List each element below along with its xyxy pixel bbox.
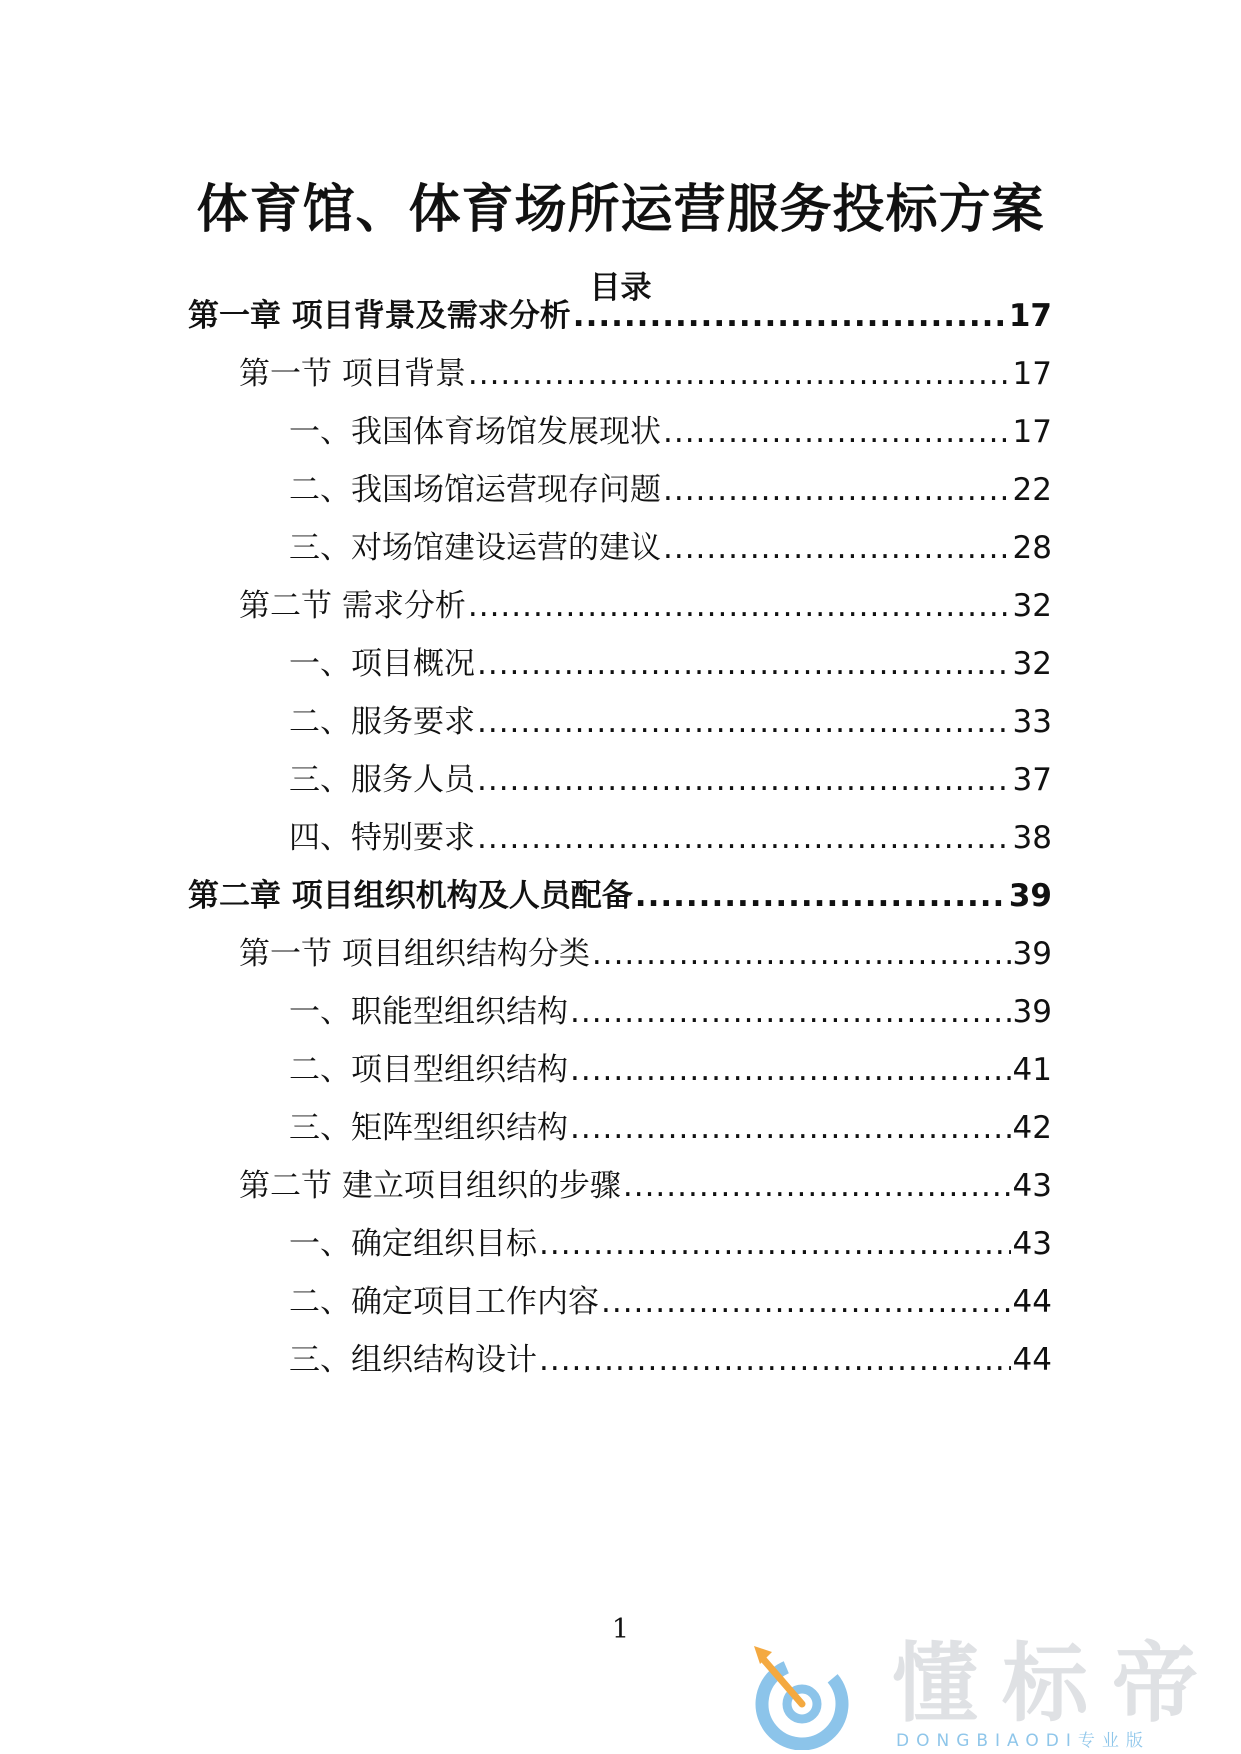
toc-leader-dots [477,642,1011,686]
toc-entry-page: 43 [1012,1168,1052,1204]
toc-entry-text: 二、项目型组织结构 [289,1052,568,1088]
toc-entry-page: 17 [1008,298,1052,334]
toc-entry-page: 37 [1012,762,1052,798]
toc-leader-dots [663,410,1011,454]
toc-entry-page: 17 [1012,414,1052,450]
toc-entry-section[interactable] [239,1164,1052,1208]
toc-entry-page: 32 [1012,588,1052,624]
toc-entry-subsection[interactable] [289,410,1052,454]
toc-entry-page: 32 [1012,646,1052,682]
toc-entry-text: 一、项目概况 [289,646,475,682]
toc-entry-page: 41 [1012,1052,1052,1088]
page-number: 1 [611,1614,630,1645]
toc-entry-subsection[interactable] [289,468,1052,512]
toc-entry-subsection[interactable] [289,526,1052,570]
toc-entry-chapter[interactable] [188,294,1052,338]
toc-leader-dots [477,758,1011,802]
toc-entry-page: 17 [1012,356,1052,392]
toc-entry-section[interactable] [239,352,1052,396]
toc-entry-page: 22 [1012,472,1052,508]
toc-leader-dots [468,584,1011,628]
toc-entry-text: 三、组织结构设计 [289,1342,537,1378]
toc-entry-text: 四、特别要求 [289,820,475,856]
toc-entry-text: 一、职能型组织结构 [289,994,568,1030]
toc-entry-subsection[interactable] [289,1338,1052,1382]
toc-entry-page: 44 [1012,1342,1052,1378]
toc-leader-dots [635,874,1007,918]
toc-entry-text: 第一节 项目组织结构分类 [239,936,590,972]
toc-leader-dots [468,352,1011,396]
toc-leader-dots [663,468,1011,512]
toc-entry-page: 39 [1012,994,1052,1030]
watermark-brand-subtitle: DONGBIAODI专业版 [896,1731,1150,1751]
toc-entry-subsection[interactable] [289,700,1052,744]
toc-leader-dots [477,700,1011,744]
toc-entry-chapter[interactable] [188,874,1052,918]
document-title: 体育馆、体育场所运营服务投标方案 [196,180,1045,240]
toc-entry-text: 三、服务人员 [289,762,475,798]
toc-entry-text: 三、对场馆建设运营的建议 [289,530,661,566]
toc-entry-text: 第一节 项目背景 [239,356,466,392]
toc-entry-text: 第二章 项目组织机构及人员配备 [188,878,633,914]
toc-leader-dots [663,526,1011,570]
toc-entry-text: 第一章 项目背景及需求分析 [188,298,571,334]
toc-leader-dots [592,932,1011,976]
toc-entry-page: 33 [1012,704,1052,740]
toc-entry-text: 一、我国体育场馆发展现状 [289,414,661,450]
target-dart-logo-icon [744,1638,874,1750]
toc-entry-page: 39 [1008,878,1052,914]
toc-entry-text: 二、服务要求 [289,704,475,740]
toc-entry-subsection[interactable] [289,816,1052,860]
toc-entry-subsection[interactable] [289,1048,1052,1092]
toc-entry-section[interactable] [239,932,1052,976]
toc-entry-text: 二、我国场馆运营现存问题 [289,472,661,508]
toc-entry-subsection[interactable] [289,758,1052,802]
toc-heading: 目录 [589,270,652,306]
toc-entry-subsection[interactable] [289,990,1052,1034]
toc-entry-page: 38 [1012,820,1052,856]
toc-leader-dots [570,1048,1011,1092]
toc-leader-dots [477,816,1011,860]
toc-leader-dots [539,1222,1011,1266]
toc-entry-page: 42 [1012,1110,1052,1146]
toc-leader-dots [573,294,1007,338]
toc-entry-text: 第二节 建立项目组织的步骤 [239,1168,621,1204]
toc-entry-text: 第二节 需求分析 [239,588,466,624]
toc-entry-text: 二、确定项目工作内容 [289,1284,599,1320]
toc-entry-subsection[interactable] [289,1106,1052,1150]
watermark [740,1630,1240,1754]
toc-entry-text: 三、矩阵型组织结构 [289,1110,568,1146]
toc-entry-text: 一、确定组织目标 [289,1226,537,1262]
toc-entry-page: 28 [1012,530,1052,566]
toc-leader-dots [601,1280,1011,1324]
toc-entry-section[interactable] [239,584,1052,628]
toc-entry-subsection[interactable] [289,642,1052,686]
toc-leader-dots [623,1164,1011,1208]
toc-entry-page: 39 [1012,936,1052,972]
toc-leader-dots [570,1106,1011,1150]
toc-leader-dots [539,1338,1011,1382]
watermark-brand-name: 懂标帝 [892,1634,1222,1734]
toc-entry-page: 44 [1012,1284,1052,1320]
toc-entry-subsection[interactable] [289,1222,1052,1266]
toc-entry-subsection[interactable] [289,1280,1052,1324]
toc-entry-page: 43 [1012,1226,1052,1262]
toc-leader-dots [570,990,1011,1034]
